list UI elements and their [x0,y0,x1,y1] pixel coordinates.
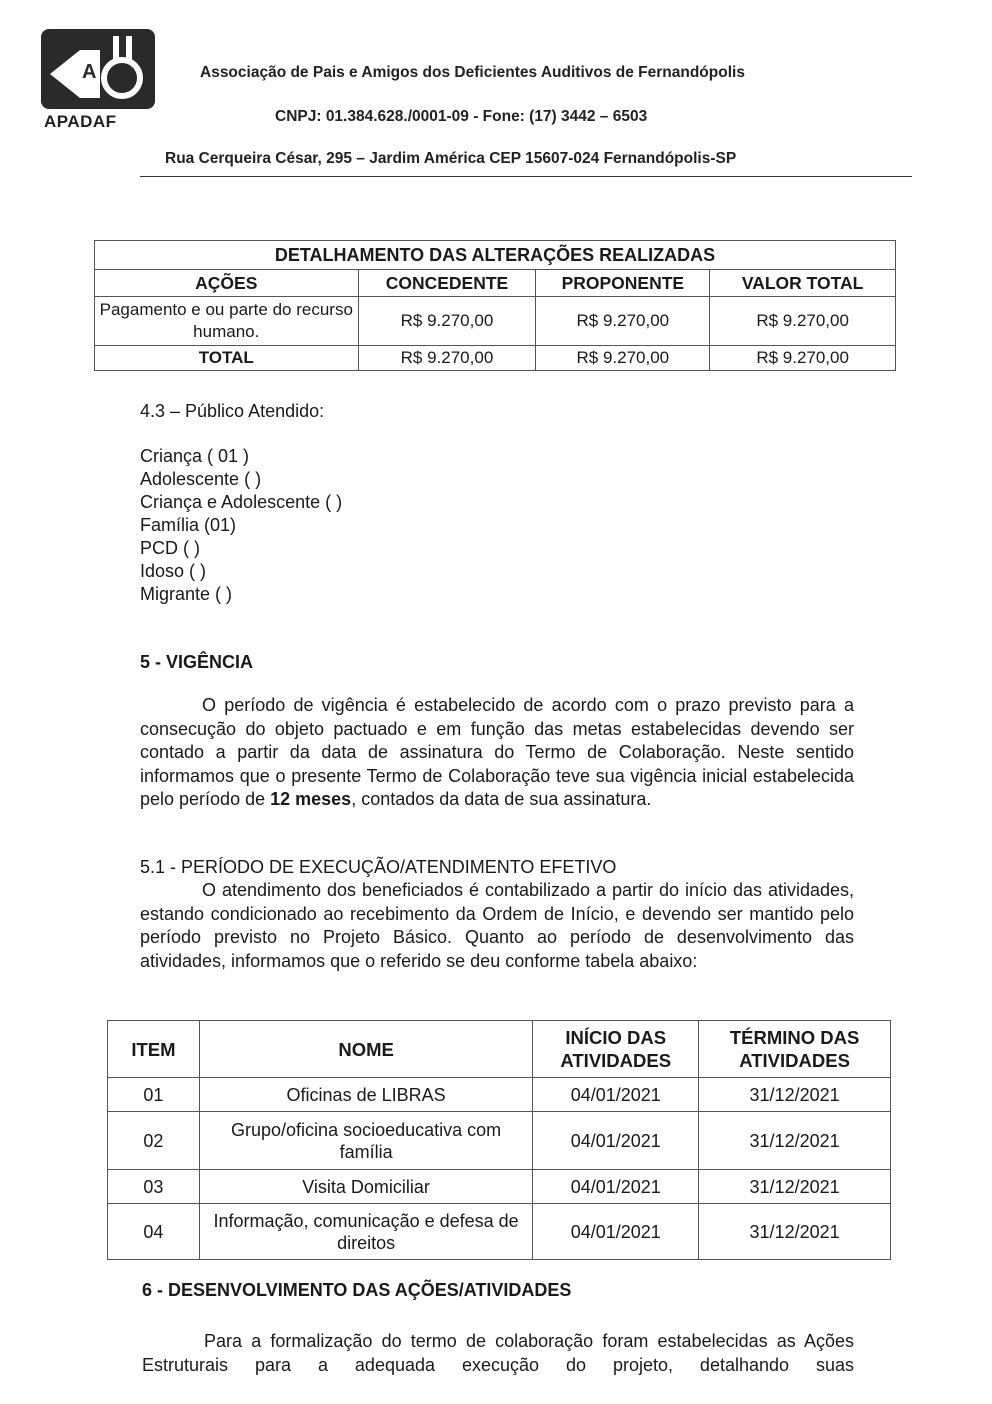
execucao-paragraph: O atendimento dos beneficiados é contabilizado a partir do início das atividades, estando condicionado ao recebimento da Ordem de Início, e devendo ser mantido pelo período previsto no Projeto Básico. Quanto ao período de desenvolvimento das atividades, informamos que o referido se deu conforme tabela abaixo: [140,880,854,971]
table-cell: R$ 9.270,00 [536,297,710,346]
table-cell: 31/12/2021 [699,1112,891,1170]
list-item: Adolescente ( ) [140,469,262,489]
table-row [108,1112,891,1170]
list-item: Migrante ( ) [140,584,233,604]
logo-text: APADAF [44,112,117,131]
table-cell: 04/01/2021 [533,1078,699,1112]
list-item: Criança ( 01 ) [140,446,250,466]
table-cell: Pagamento e ou parte do recurso humano. [95,297,359,346]
table-cell: 31/12/2021 [699,1078,891,1112]
desenvolvimento-paragraph: Para a formalização do termo de colaboração foram estabelecidas as Ações Estruturais para a adequada execução do projeto, detalhando suas [142,1331,854,1375]
vigencia-paragraph [140,694,854,812]
list-item: Família (01) [140,515,237,535]
activities-table-header [108,1021,891,1078]
logo-icon [40,28,158,112]
table-cell: 01 [108,1078,200,1112]
table-cell: 04/01/2021 [533,1204,699,1260]
changes-table [94,240,896,371]
table-cell: R$ 9.270,00 [358,297,536,346]
org-name: Associação de Pais e Amigos dos Deficientes Auditivos de Fernandópolis [200,64,745,81]
column-header: TÉRMINO DAS ATIVIDADES [699,1021,891,1078]
column-header: PROPONENTE [536,270,710,297]
table-cell: Informação, comunicação e defesa de direitos [199,1204,532,1260]
vigencia-period: 12 meses [270,789,352,809]
vigencia-heading: 5 - VIGÊNCIA [140,652,254,672]
column-header: ITEM [108,1021,200,1078]
table-cell: 31/12/2021 [699,1204,891,1260]
table-row [108,1204,891,1260]
table-cell: R$ 9.270,00 [710,297,896,346]
table-cell: TOTAL [95,346,359,371]
table-cell: Oficinas de LIBRAS [199,1078,532,1112]
column-header: INÍCIO DAS ATIVIDADES [533,1021,699,1078]
column-header: NOME [199,1021,532,1078]
list-item: Criança e Adolescente ( ) [140,492,343,512]
execucao-heading: 5.1 - PERÍODO DE EXECUÇÃO/ATENDIMENTO EFETIVO [140,857,617,877]
table-cell: 31/12/2021 [699,1170,891,1204]
cnpj-line: CNPJ: 01.384.628./0001-09 - Fone: (17) 3442 – 6503 [275,108,648,125]
table-cell: 04/01/2021 [533,1170,699,1204]
table-cell: Grupo/oficina socioeducativa com família [199,1112,532,1170]
list-item: PCD ( ) [140,538,200,558]
activities-table [107,1020,891,1260]
table-row [108,1170,891,1204]
table-cell: 04/01/2021 [533,1112,699,1170]
table-total-row [95,346,896,371]
publico-list [140,445,342,606]
table-cell: R$ 9.270,00 [710,346,896,371]
changes-table-title: DETALHAMENTO DAS ALTERAÇÕES REALIZADAS [95,241,896,270]
publico-heading: 4.3 – Público Atendido: [140,401,325,421]
list-item: Idoso ( ) [140,561,207,581]
column-header: AÇÕES [95,270,359,297]
apadaf-logo [40,28,158,132]
header-divider [140,176,912,177]
table-cell: 04 [108,1204,200,1260]
table-cell: 02 [108,1112,200,1170]
table-row [95,297,896,346]
table-row [108,1078,891,1112]
table-cell: 03 [108,1170,200,1204]
table-cell: R$ 9.270,00 [358,346,536,371]
vigencia-text-end: , contados da data de sua assinatura. [351,789,652,809]
address-line: Rua Cerqueira César, 295 – Jardim América CEP 15607-024 Fernandópolis-SP [165,150,737,167]
svg-text:A: A [82,61,97,83]
vigencia-text: O período de vigência é estabelecido de acordo com o prazo previsto para a consecução do objeto pactuado e em função das metas estabelecidas devendo ser contado a partir da data de assinatura do Termo de Colaboração. Neste sentido informamos que o presente Termo de Colaboração teve sua vigência inicial estabelecida pelo período de [140,695,854,809]
table-cell: R$ 9.270,00 [536,346,710,371]
column-header: VALOR TOTAL [710,270,896,297]
column-header: CONCEDENTE [358,270,536,297]
desenvolvimento-heading: 6 - DESENVOLVIMENTO DAS AÇÕES/ATIVIDADES [142,1280,572,1300]
table-cell: Visita Domiciliar [199,1170,532,1204]
changes-table-header [95,270,896,297]
